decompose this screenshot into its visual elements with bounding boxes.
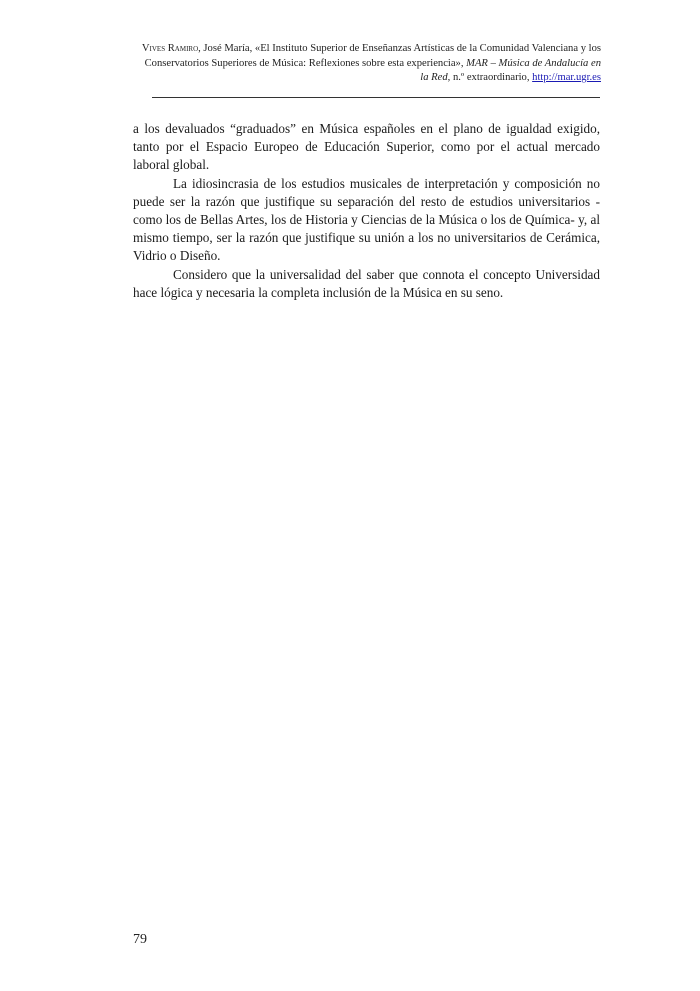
- header-journal-name: Música de Andalucía en la Red,: [420, 57, 601, 83]
- header-issue: n.º extraordinario,: [450, 72, 533, 83]
- running-header: [135, 42, 601, 86]
- paragraph-2: La idiosincrasia de los estudios musicales de interpretación y composición no puede ser la razón que justifique su separación del resto de estudios universitarios -como los de Bellas Artes, los de Historia y Ciencias de la Música o los de Química- y, al mismo tiempo, ser la razón que justifique su unión a los no universitarios de Cerámica, Vidrio o Diseño.: [133, 175, 600, 264]
- paragraph-1: a los devaluados “graduados” en Música españoles en el plano de igualdad exigido, tanto por el Espacio Europeo de Educación Superior, como por el actual mercado laboral global.: [133, 121, 600, 173]
- header-divider: [152, 97, 600, 98]
- header-separator: –: [487, 57, 499, 69]
- header-author: Vives Ramiro,: [141, 43, 201, 54]
- body-text: [133, 120, 600, 302]
- header-citation-title: José María, «El Instituto Superior de Enseñanzas Artísticas de la Comunidad Valenciana y los Conservatorios Superiores de Música: Reflexiones sobre esta experiencia»,: [144, 43, 601, 69]
- journal-link[interactable]: http://mar.ugr.es: [532, 72, 601, 83]
- header-journal-abbr: MAR: [466, 57, 488, 69]
- paragraph-3: Considero que la universalidad del saber que connota el concepto Universidad hace lógica y necesaria la completa inclusión de la Música en su seno.: [133, 266, 600, 300]
- page-number: 79: [133, 932, 147, 947]
